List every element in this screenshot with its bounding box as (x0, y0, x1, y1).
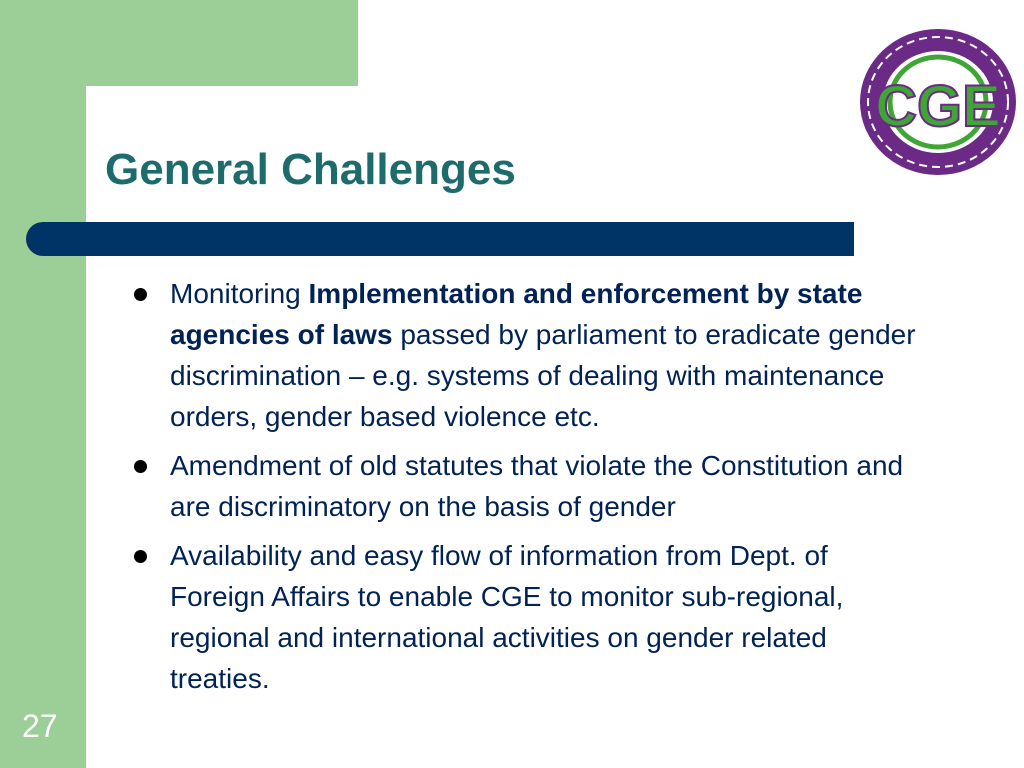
bullet-item (130, 535, 930, 699)
bullet-text-continued: passed by parliament to eradicate gender discrimination – e.g. systems of dealing with maintenance orders, gender based violence etc. (170, 319, 916, 432)
cge-logo (857, 26, 1019, 178)
title-rule (26, 222, 854, 256)
bullet-dot-icon (134, 460, 147, 473)
bullet-text: Availability and easy flow of information from Dept. of Foreign Affairs to enable CGE to monitor sub-regional, regional and international activities on gender related treaties. (170, 540, 844, 694)
slide-number: 27 (22, 708, 58, 744)
bullet-dot-icon (134, 288, 147, 301)
bullet-text: Monitoring (170, 278, 309, 309)
bullet-dot-icon (134, 550, 147, 563)
top-green-band (0, 0, 358, 86)
bullet-list (130, 273, 930, 707)
bullet-item (130, 273, 930, 437)
bullet-item (130, 445, 930, 527)
logo-text: CGE (875, 74, 1001, 139)
left-green-bar (0, 0, 86, 768)
bullet-bold-text: Implementation and enforcement by state agencies of laws (170, 278, 863, 350)
bullet-text: Amendment of old statutes that violate the Constitution and are discriminatory on the basis of gender (170, 450, 904, 522)
slide-title: General Challenges (105, 145, 516, 194)
